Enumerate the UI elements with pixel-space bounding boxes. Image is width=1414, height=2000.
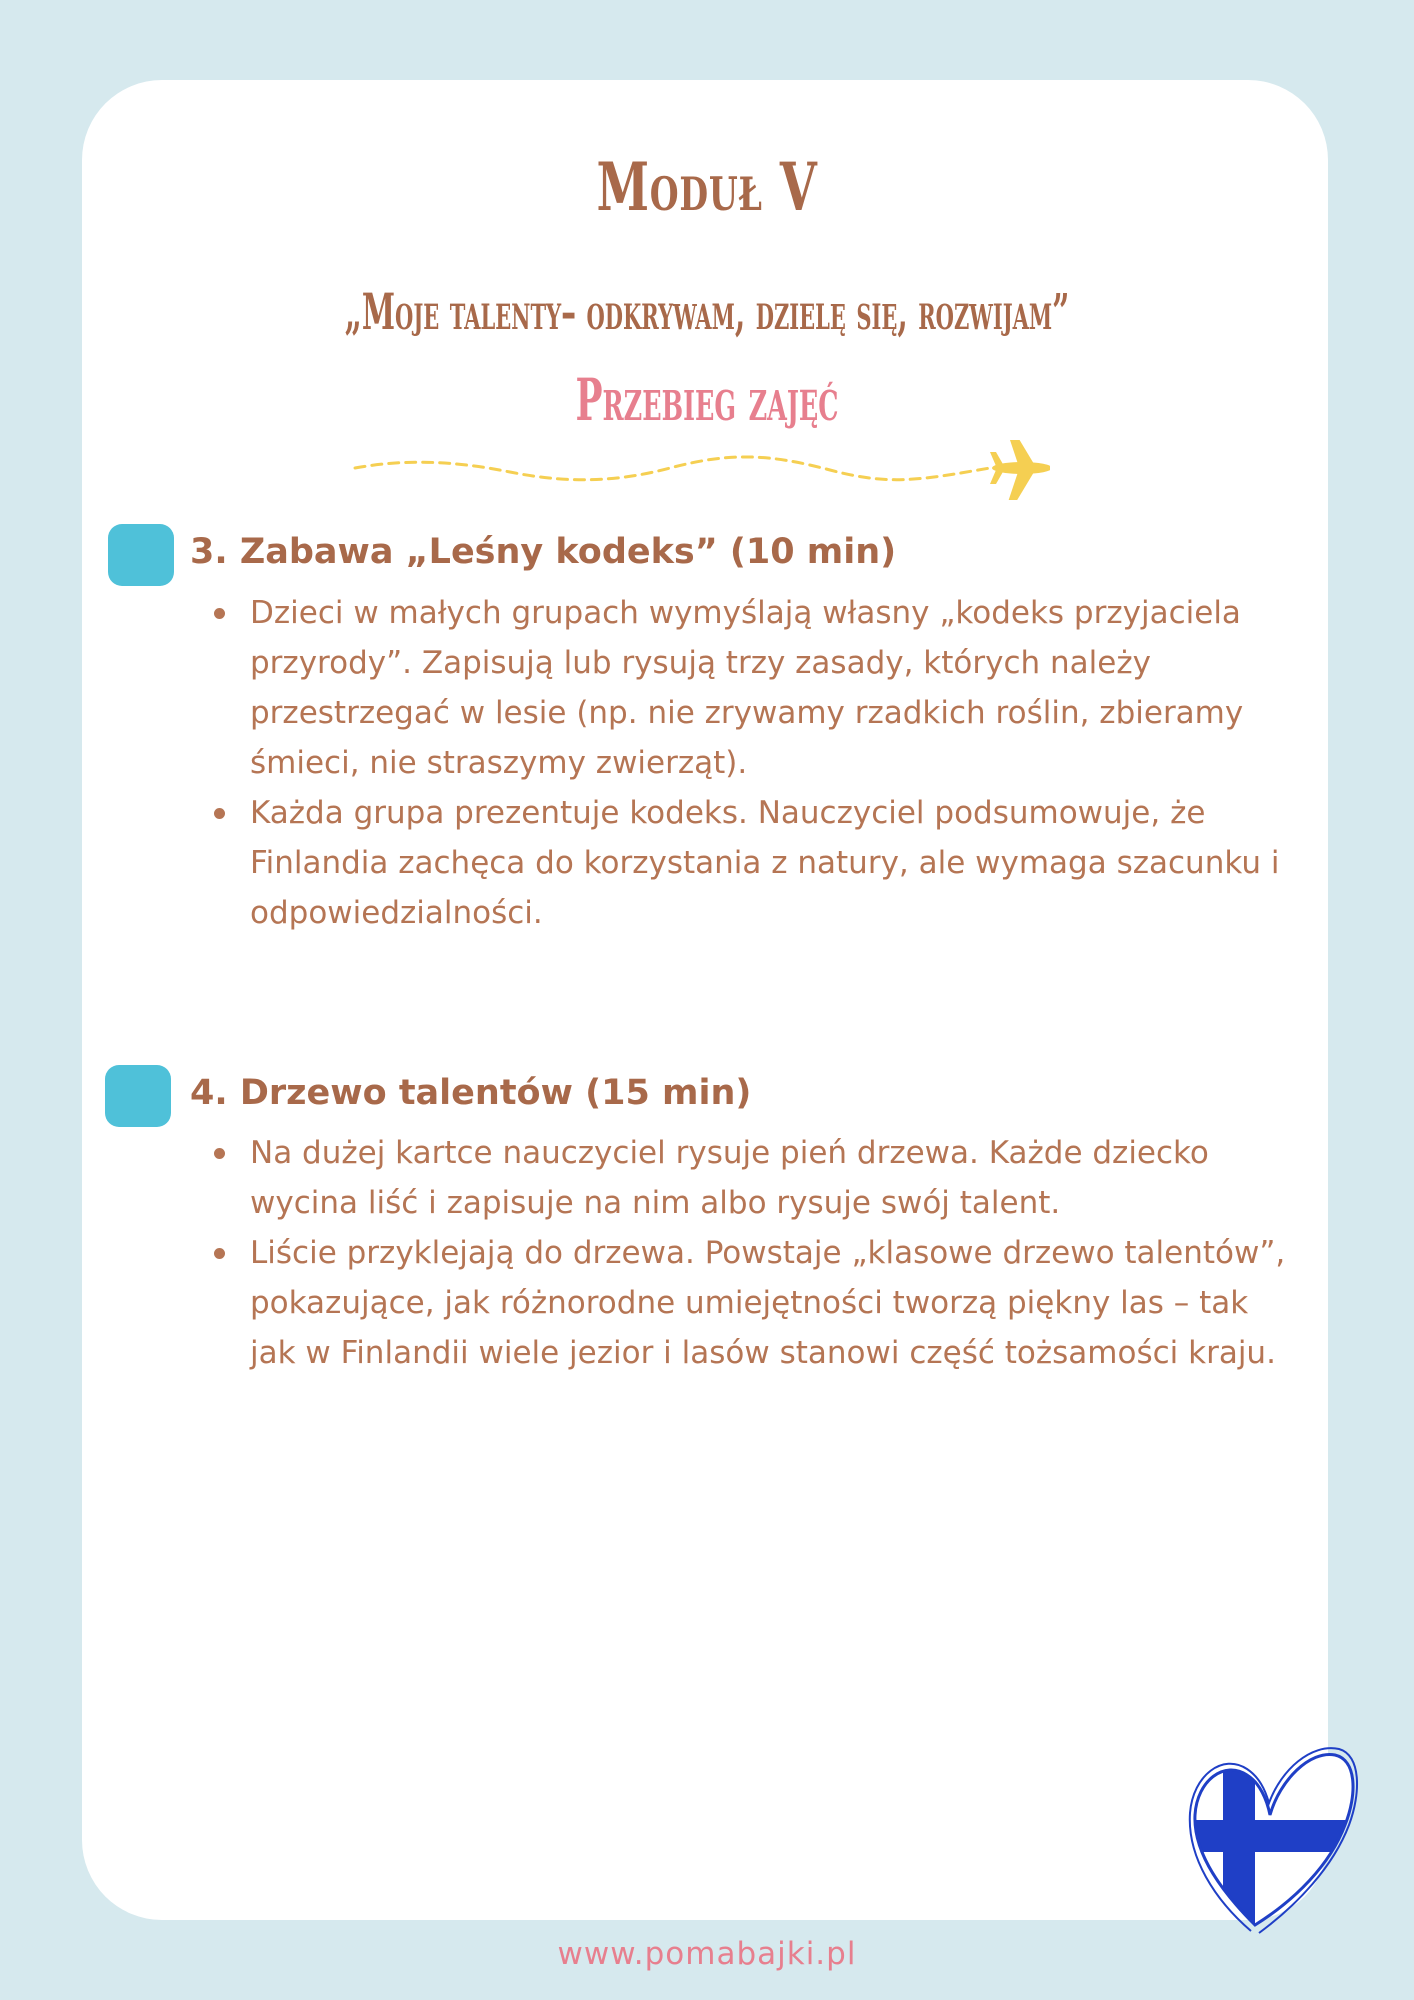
section-marker-3: [108, 524, 174, 586]
section-title: Przebieg zajęć: [575, 366, 839, 434]
bullet-dot: [214, 1248, 225, 1259]
module-title: Moduł V: [596, 148, 818, 226]
section-heading-3: 3. Zabawa „Leśny kodeks” (10 min): [190, 532, 897, 572]
content-card: [82, 80, 1328, 1920]
section-3-list: [210, 588, 1290, 938]
bullet-text: Liście przyklejają do drzewa. Powstaje „klasowe drzewo talentów”, pokazujące, jak różnorodne umiejętności tworzą piękny las – tak jak w Finlandii wiele jezior i lasów stanowi część tożsamości kraju.: [250, 1235, 1286, 1371]
list-item: [210, 788, 1290, 938]
bullet-text: Na dużej kartce nauczyciel rysuje pień drzewa. Każde dziecko wycina liść i zapisuje na nim albo rysuje swój talent.: [250, 1135, 1209, 1221]
footer-url[interactable]: www.pomabajki.pl: [557, 1936, 857, 1972]
bullet-text: Każda grupa prezentuje kodeks. Nauczyciel podsumowuje, że Finlandia zachęca do korzystania z natury, ale wymaga szacunku i odpowiedzialności.: [250, 795, 1280, 931]
section-heading-4: 4. Drzewo talentów (15 min): [190, 1073, 752, 1113]
section-marker-4: [105, 1065, 171, 1127]
list-item: [210, 588, 1290, 788]
bullet-dot: [214, 808, 225, 819]
bullet-text: Dzieci w małych grupach wymyślają własny „kodeks przyjaciela przyrody”. Zapisują lub rysują trzy zasady, których należy przestrzegać w lesie (np. nie zrywamy rzadkich roślin, zbieramy śmieci, nie straszymy zwierząt).: [250, 595, 1244, 781]
bullet-dot: [214, 1148, 225, 1159]
finland-heart-icon: [1185, 1725, 1360, 1940]
section-4-list: [210, 1128, 1290, 1378]
list-item: [210, 1228, 1290, 1378]
list-item: [210, 1128, 1290, 1228]
airplane-icon: [350, 440, 1050, 500]
module-subtitle: „Moje talenty– odkrywam, dzielę się, rozwijam”: [344, 282, 1070, 341]
bullet-dot: [214, 608, 225, 619]
